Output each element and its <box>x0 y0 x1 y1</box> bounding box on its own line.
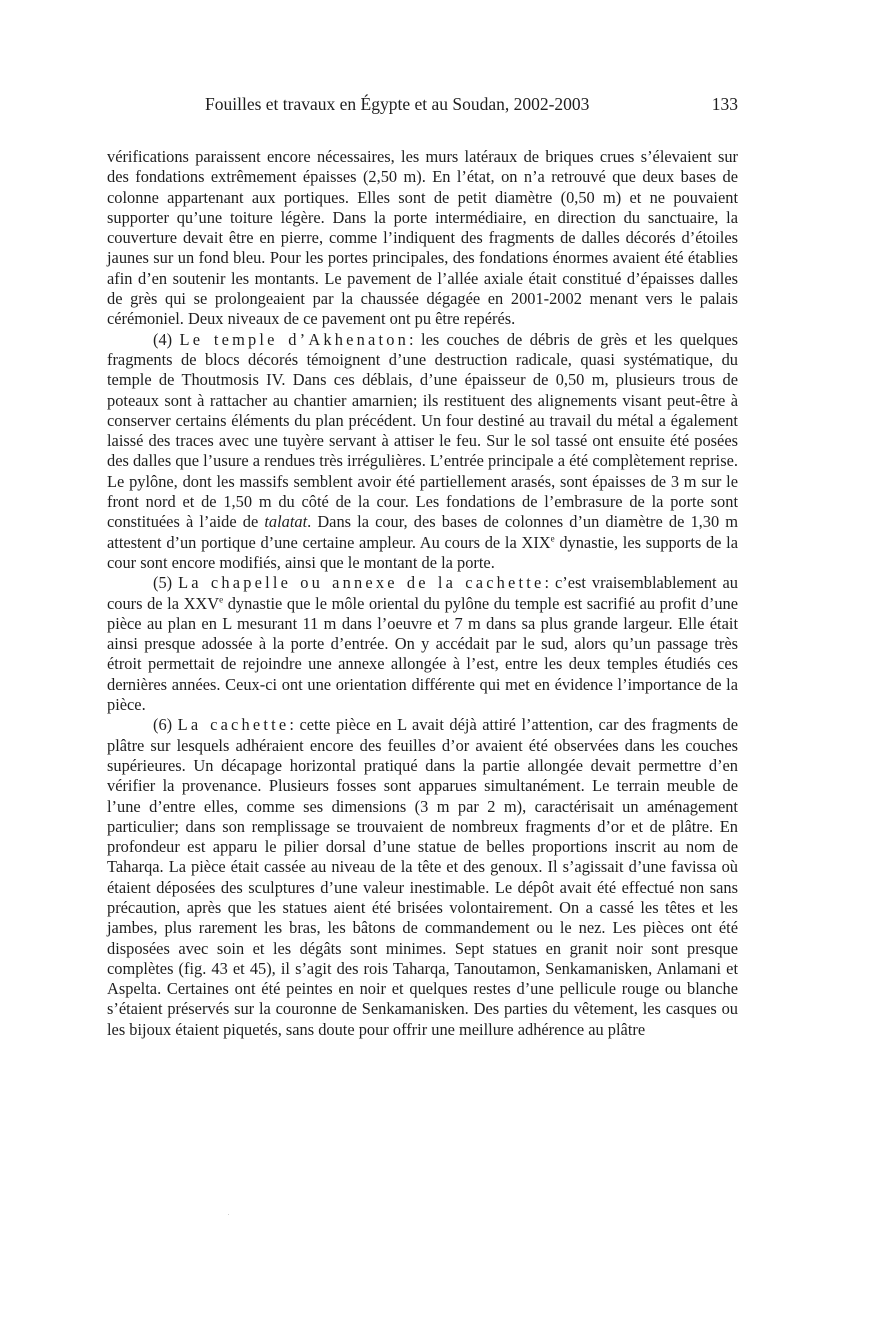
body-text <box>107 147 738 1040</box>
running-header <box>107 92 738 116</box>
section-number: (4) <box>153 329 173 349</box>
superscript: e <box>550 533 555 544</box>
section-number: (6) <box>153 715 173 735</box>
paragraph-text: . Dans la cour, des bases de colonnes d’un diamètre de 1,30 m attestent d’un portique d’une certaine ampleur. Au cours de la XIX <box>107 512 738 552</box>
paragraph-continuation: vérifications paraissent encore nécessaires, les murs latéraux de briques crues s’élevaient sur des fondations extrêmement épaisses (2,50 m). En l’état, on n’a retrouvé que deux bases de colonne appartenant aux portiques. Elles sont de petit diamètre (0,50 m) et ne pouvaient supporter qu’une toiture légère. Dans la porte intermédiaire, en direction du sanctuaire, la couverture devait être en pierre, comme l’indiquent des fragments de dalles décorés d’étoiles jaunes sur un fond bleu. Pour les portes principales, des fondations énormes avaient été établies afin d’en soutenir les montants. Le pavement de l’allée axiale était constitué d’épaisses dalles de grès qui se prolongeaient par la chaussée dégagée en 2001-2002 menant vers le palais cérémoniel. Deux niveaux de ce pavement ont pu être repérés. <box>107 147 738 329</box>
paragraph-text: dynastie que le môle oriental du pylône du temple est sacrifié au profit d’une pièce au plan en L mesurant 11 m dans l’oeuvre et 7 m dans sa plus grande largeur. Elle était ainsi presque adossée à la porte d’entrée. On y accédait par le sud, alors qu’un passage très étroit permettait de rejoindre une annexe allongée à l’est, entre les deux temples étudiés ces dernières années. Ceux-ci ont une orientation différente qui met en évidence l’importance de la pièce. <box>107 593 738 715</box>
paragraph-akhenaton-temple <box>107 330 738 574</box>
paragraph-text: : cette pièce en L avait déjà attiré l’attention, car des fragments de plâtre sur lesquels adhéraient encore des feuilles d’or avaient été observées dans les couches supérieures. Un décapage horizontal pratiqué dans la partie allongée devait permettre d’en vérifier la provenance. Plusieurs fosses sont apparues simultanément. Le terrain meuble de l’une d’entre elles, comme ses dimensions (3 m par 2 m), caractérisait un aménagement particulier; dans son remplissage se trouvaient de nombreux fragments d’or et de plâtre. En profondeur est apparu le pilier dorsal d’une statue de belles proportions inscrit au nom de Taharqa. La pièce était cassée au niveau de la tête et des genoux. Il s’agissait d’une favissa où étaient déposées des sculptures d’une valeur inestimable. Le dépôt avait été effectué non sans précaution, après que les statues aient été brisées volontairement. On a cassé les têtes et les jambes, plus rarement les bras, les bâtons de commandement ou le nez. Les pièces ont été disposées avec soin et les dégâts sont minimes. Sept statues en granit noir sont presque complètes (fig. 43 et 45), il s’agit des rois Taharqa, Tanoutamon, Senkamanisken, Anlamani et Aspelta. Certaines ont été peintes en noir et quelques restes d’une pellicule rouge ou blanche s’étaient préservés sur la couronne de Senkamanisken. Des parties du vêtement, les casques ou les bijoux étaient piquetés, sans doute pour offrir une meillure adhérence au plâtre <box>107 715 738 1039</box>
running-title: Fouilles et travaux en Égypte et au Soudan, 2002-2003 <box>205 94 590 114</box>
section-number: (5) <box>153 573 173 593</box>
section-heading: Le temple d’Akhenaton <box>179 329 410 349</box>
section-heading: La cachette <box>177 715 290 735</box>
paragraph-text: : c’est vraisemblablement au cours de la XXV <box>107 573 738 613</box>
italic-term: talatat <box>264 512 308 532</box>
paragraph-text: dynastie, les supports de la cour sont encore modifiés, ainsi que le montant de la porte. <box>107 532 738 572</box>
scan-speck <box>228 1214 229 1215</box>
page-number: 133 <box>711 94 738 114</box>
superscript: e <box>219 594 224 605</box>
paragraph-cachette <box>107 715 738 1040</box>
paragraph-text: : les couches de débris de grès et les quelques fragments de blocs décorés témoignent d’une destruction radicale, quasi systématique, du temple de Thoutmosis IV. Dans ces déblais, d’une épaisseur de 0,50 m, plusieurs trous de poteaux sont à rattacher au chantier amarnien; ils restituent des alignements visant peut-être à conserver certains éléments du plan précédent. Un four destiné au travail du métal a également laissé des traces avec une tuyère servant à attiser le feu. Sur le sol tassé ont ensuite été posées des dalles que l’usure a rendues très irrégulières. L’entrée principale a été complètement reprise. Le pylône, dont les massifs semblent avoir été partiellement arasés, sont épaisses de 3 m sur le front nord et de 1,50 m du côté de la cour. Les fondations de l’embrasure de la porte sont constituées à l’aide de <box>107 329 738 532</box>
paragraph-chapel-annex <box>107 573 738 715</box>
section-heading: La chapelle ou annexe de la cachette <box>178 573 545 593</box>
